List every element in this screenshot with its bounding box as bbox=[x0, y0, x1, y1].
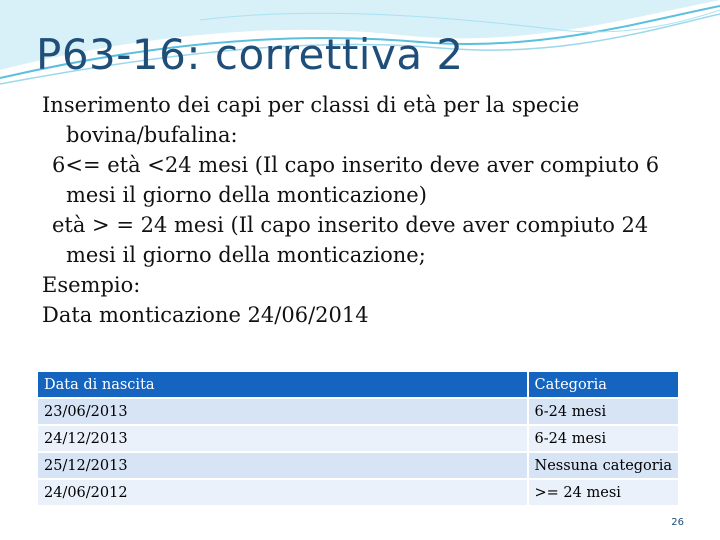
table-header-row bbox=[38, 372, 678, 397]
body-line: Esempio: bbox=[42, 273, 141, 297]
body-line: età > = 24 mesi (Il capo inserito deve aver compiuto 24 bbox=[52, 213, 649, 237]
body-line: Data monticazione 24/06/2014 bbox=[42, 303, 369, 327]
cell-category: >= 24 mesi bbox=[529, 480, 678, 505]
age-category-table bbox=[36, 370, 680, 507]
header-birth-date: Data di nascita bbox=[38, 372, 527, 397]
cell-birth-date: 24/06/2012 bbox=[38, 480, 527, 505]
cell-birth-date: 25/12/2013 bbox=[38, 453, 527, 478]
body-line: bovina/bufalina: bbox=[66, 123, 238, 147]
header-category: Categoria bbox=[529, 372, 678, 397]
table-row bbox=[38, 399, 678, 424]
table-row bbox=[38, 480, 678, 505]
body-line: 6<= età <24 mesi (Il capo inserito deve aver compiuto 6 bbox=[52, 153, 660, 177]
page-number: 26 bbox=[671, 517, 684, 528]
cell-birth-date: 23/06/2013 bbox=[38, 399, 527, 424]
cell-category: 6-24 mesi bbox=[529, 399, 678, 424]
table-row bbox=[38, 426, 678, 451]
slide-title: P63-16: correttiva 2 bbox=[36, 30, 464, 79]
body-line: mesi il giorno della monticazione; bbox=[66, 243, 426, 267]
cell-category: Nessuna categoria bbox=[529, 453, 678, 478]
cell-birth-date: 24/12/2013 bbox=[38, 426, 527, 451]
body-line: mesi il giorno della monticazione) bbox=[66, 183, 427, 207]
slide-body bbox=[42, 90, 702, 330]
body-line: Inserimento dei capi per classi di età per la specie bbox=[42, 93, 580, 117]
table-row bbox=[38, 453, 678, 478]
cell-category: 6-24 mesi bbox=[529, 426, 678, 451]
